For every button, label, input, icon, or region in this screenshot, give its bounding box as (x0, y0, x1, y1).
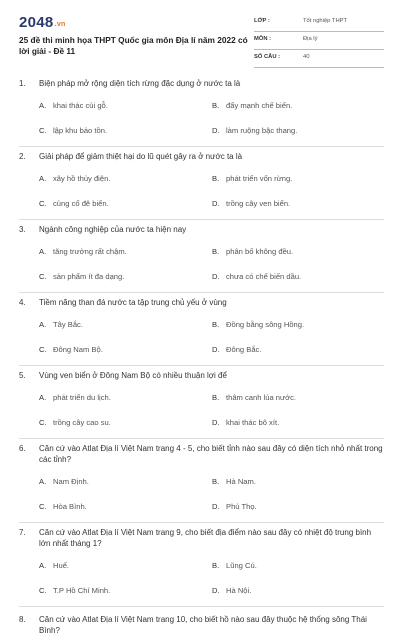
question-text: Căn cứ vào Atlat Địa lí Việt Nam trang 4 - 5, cho biết tỉnh nào sau đây có diện tích nhỏ nhất trong các tỉnh? (39, 444, 383, 464)
question-item (19, 151, 384, 220)
option-letter: D. (212, 126, 220, 135)
option-letter: B. (212, 393, 220, 402)
option-c[interactable] (39, 272, 124, 281)
option-b[interactable] (212, 393, 296, 402)
option-letter: D. (212, 345, 220, 354)
question-number: 7. (19, 528, 26, 537)
option-a[interactable] (39, 174, 110, 183)
meta-row-subject (254, 32, 384, 50)
option-text: phát triển vốn rừng. (226, 174, 293, 183)
option-text: chưa có chế biến dầu. (226, 272, 302, 281)
option-b[interactable] (212, 320, 304, 329)
option-d[interactable] (212, 586, 251, 595)
option-letter: A. (39, 247, 47, 256)
option-letter: B. (212, 174, 220, 183)
option-d[interactable] (212, 345, 261, 354)
option-b[interactable] (212, 561, 257, 570)
site-logo[interactable] (19, 14, 66, 31)
option-letter: D. (212, 502, 220, 511)
question-stem (19, 443, 384, 465)
question-text: Căn cứ vào Atlat Địa lí Việt Nam trang 10, cho biết hồ nào sau đây thuộc hệ thống sông Thái Bình? (39, 615, 367, 635)
option-c[interactable] (39, 199, 109, 208)
option-letter: B. (212, 561, 220, 570)
option-row (19, 101, 384, 126)
option-text: tăng trưởng rất chậm. (53, 247, 127, 256)
option-letter: D. (212, 586, 220, 595)
option-b[interactable] (212, 477, 256, 486)
logo-suffix: .vn (54, 21, 66, 28)
question-number: 3. (19, 225, 26, 234)
option-row (19, 418, 384, 443)
option-row (19, 502, 384, 527)
option-letter: C. (39, 345, 47, 354)
option-letter: A. (39, 393, 47, 402)
document-header (19, 14, 384, 68)
question-text: Ngành công nghiệp của nước ta hiện nay (39, 225, 187, 234)
meta-value: Tốt nghiệp THPT (303, 18, 348, 24)
option-row (19, 126, 384, 151)
question-number: 1. (19, 79, 26, 88)
option-row (19, 586, 384, 611)
option-row (19, 561, 384, 586)
option-text: thâm canh lúa nước. (226, 393, 297, 402)
option-letter: D. (212, 418, 220, 427)
option-text: làm ruộng bậc thang. (226, 126, 298, 135)
option-text: Đông Nam Bộ. (53, 345, 103, 354)
question-stem (19, 297, 384, 308)
option-text: Huế. (53, 561, 70, 570)
question-stem (19, 370, 384, 381)
option-letter: A. (39, 561, 47, 570)
question-number: 8. (19, 615, 26, 624)
option-row (19, 477, 384, 502)
question-item (19, 297, 384, 366)
question-stem (19, 78, 384, 89)
option-text: phát triển du lịch. (53, 393, 111, 402)
meta-label: MÔN : (254, 36, 272, 42)
option-text: Phú Thọ. (226, 502, 257, 511)
question-number: 2. (19, 152, 26, 161)
option-text: trồng cây cao su. (53, 418, 111, 427)
option-text: Đông Bắc. (226, 345, 262, 354)
meta-row-question-count (254, 50, 384, 68)
option-text: Đồng bằng sông Hồng. (226, 320, 305, 329)
option-d[interactable] (212, 199, 290, 208)
option-text: lập khu bảo tồn. (53, 126, 108, 135)
option-letter: C. (39, 199, 47, 208)
meta-value: 40 (303, 54, 310, 60)
option-c[interactable] (39, 126, 107, 135)
option-text: khai thác bô xít. (226, 418, 280, 427)
option-letter: C. (39, 418, 47, 427)
option-letter: B. (212, 477, 220, 486)
option-row (19, 174, 384, 199)
option-letter: A. (39, 101, 47, 110)
option-d[interactable] (212, 126, 297, 135)
meta-label: SỐ CÂU : (254, 54, 281, 60)
option-letter: A. (39, 477, 47, 486)
option-c[interactable] (39, 418, 111, 427)
option-row (19, 320, 384, 345)
option-b[interactable] (212, 101, 292, 110)
document-title: 25 đề thi minh họa THPT Quốc gia môn Địa lí năm 2022 có lời giải - Đề 11 (19, 35, 248, 56)
question-item (19, 78, 384, 147)
option-a[interactable] (39, 561, 69, 570)
question-stem (19, 224, 384, 235)
option-letter: B. (212, 101, 220, 110)
option-a[interactable] (39, 101, 108, 110)
option-text: sản phẩm ít đa dạng. (53, 272, 125, 281)
option-a[interactable] (39, 247, 127, 256)
question-text: Tiềm năng than đá nước ta tập trung chủ yếu ở vùng (39, 298, 227, 307)
option-row (19, 199, 384, 224)
option-text: Hà Nội. (226, 586, 252, 595)
option-text: phân bố không đều. (226, 247, 294, 256)
question-list (19, 78, 384, 636)
meta-value: Địa lý (303, 36, 318, 42)
option-row (19, 247, 384, 272)
question-item (19, 527, 384, 607)
question-text: Biện pháp mở rộng diện tích rừng đặc dụng ở nước ta là (39, 79, 241, 88)
option-c[interactable] (39, 586, 110, 595)
meta-row-class (254, 14, 384, 32)
question-item (19, 370, 384, 439)
question-item (19, 224, 384, 293)
option-text: Tây Bắc. (53, 320, 83, 329)
option-letter: A. (39, 174, 47, 183)
option-text: Hòa Bình. (53, 502, 87, 511)
option-row (19, 393, 384, 418)
question-item (19, 443, 384, 523)
option-text: xây hồ thủy điện. (53, 174, 111, 183)
option-d[interactable] (212, 418, 279, 427)
option-letter: B. (212, 320, 220, 329)
option-letter: D. (212, 199, 220, 208)
option-letter: C. (39, 126, 47, 135)
option-row (19, 272, 384, 297)
question-text: Vùng ven biển ở Đông Nam Bộ có nhiều thuận lợi để (39, 371, 227, 380)
option-letter: A. (39, 320, 47, 329)
option-a[interactable] (39, 477, 89, 486)
question-text: Giải pháp để giảm thiệt hại do lũ quét gây ra ở nước ta là (39, 152, 243, 161)
option-d[interactable] (212, 272, 301, 281)
option-d[interactable] (212, 502, 257, 511)
option-text: trồng cây ven biển. (226, 199, 291, 208)
question-stem (19, 527, 384, 549)
question-stem (19, 151, 384, 162)
option-c[interactable] (39, 345, 103, 354)
option-text: T.P Hồ Chí Minh. (53, 586, 111, 595)
meta-info (254, 14, 384, 68)
option-letter: C. (39, 272, 47, 281)
option-letter: D. (212, 272, 220, 281)
question-number: 5. (19, 371, 26, 380)
meta-label: LỚP : (254, 18, 270, 24)
option-text: khai thác củi gỗ. (53, 101, 108, 110)
option-a[interactable] (39, 320, 83, 329)
option-letter: B. (212, 247, 220, 256)
option-text: đẩy mạnh chế biến. (226, 101, 293, 110)
option-text: Nam Định. (53, 477, 89, 486)
option-letter: C. (39, 586, 47, 595)
option-letter: C. (39, 502, 47, 511)
option-a[interactable] (39, 393, 111, 402)
option-text: Lũng Cú. (226, 561, 257, 570)
question-text: Căn cứ vào Atlat Địa lí Việt Nam trang 9, cho biết địa điểm nào sau đây có nhiệt độ trung bình lớn nhất tháng 1? (39, 528, 372, 548)
option-row (19, 345, 384, 370)
option-b[interactable] (212, 247, 293, 256)
question-stem (19, 614, 384, 636)
question-number: 6. (19, 444, 26, 453)
question-number: 4. (19, 298, 26, 307)
option-b[interactable] (212, 174, 292, 183)
option-text: Hà Nam. (226, 477, 256, 486)
logo-main: 2048 (19, 14, 54, 31)
option-text: củng cố đê biển. (53, 199, 109, 208)
option-c[interactable] (39, 502, 87, 511)
question-item (19, 614, 384, 636)
